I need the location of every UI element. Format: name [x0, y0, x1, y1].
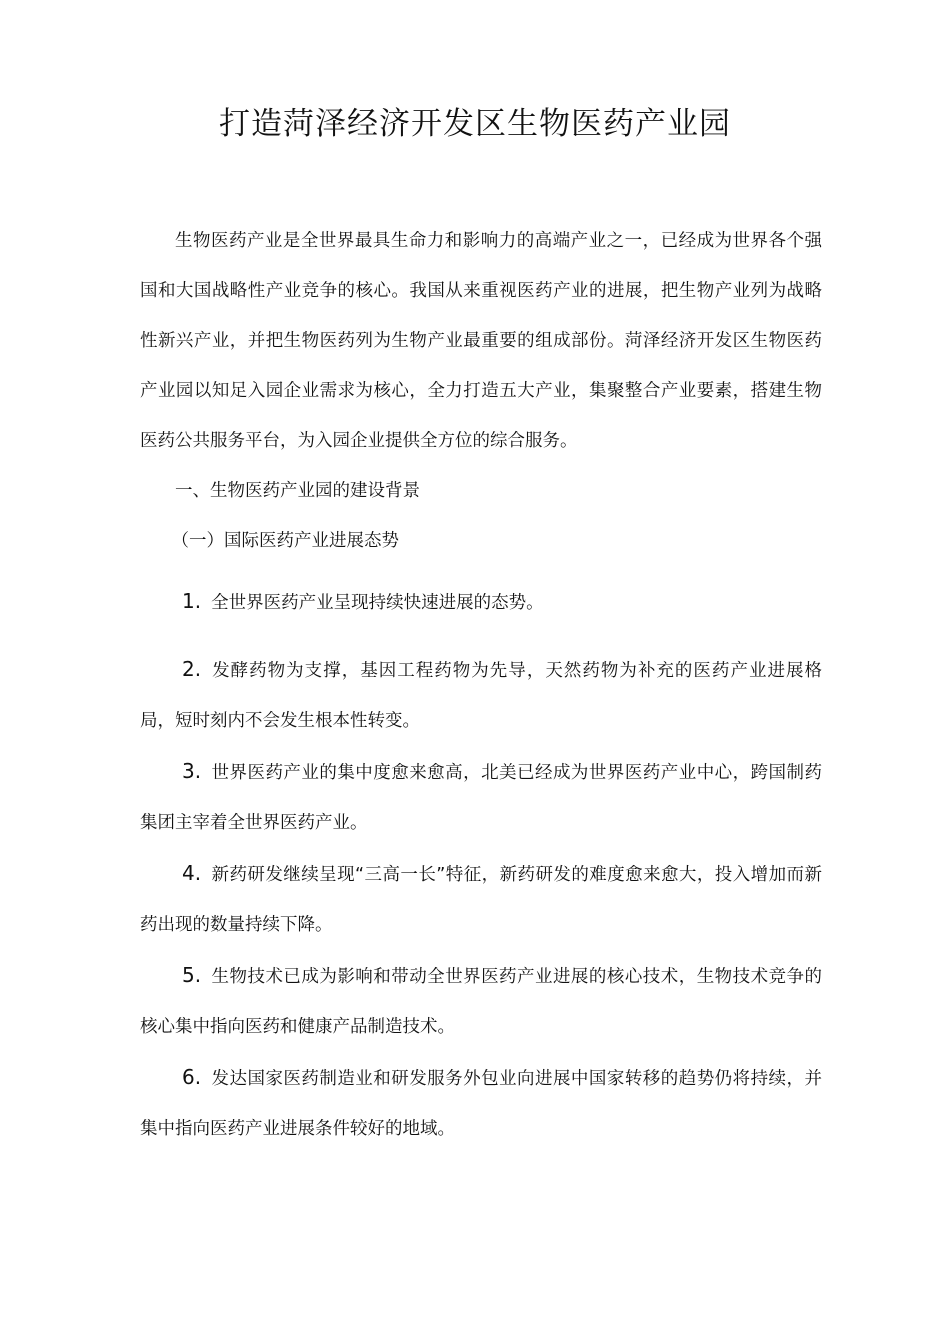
list-item-text: 新药研发继续呈现“三高一长”特征，新药研发的难度愈来愈大，投入增加而新药出现的数量持续下降。 — [140, 865, 822, 935]
list-item — [140, 576, 822, 628]
list-item-number: 4. — [182, 861, 202, 885]
list-item — [140, 950, 822, 1052]
list-item — [140, 1052, 822, 1154]
list-item-text: 全世界医药产业呈现持续快速进展的态势。 — [211, 593, 544, 613]
list-item-text: 生物技术已成为影响和带动全世界医药产业进展的核心技术，生物技术竞争的核心集中指向医药和健康产品制造技术。 — [140, 967, 822, 1037]
list-item-number: 3. — [182, 759, 202, 783]
document-body — [140, 216, 822, 1154]
list-item — [140, 644, 822, 746]
list-item-text: 世界医药产业的集中度愈来愈高，北美已经成为世界医药产业中心，跨国制药集团主宰着全世界医药产业。 — [140, 763, 822, 833]
list-item — [140, 848, 822, 950]
list-item-text: 发达国家医药制造业和研发服务外包业向进展中国家转移的趋势仍将持续，并集中指向医药产业进展条件较好的地域。 — [140, 1069, 822, 1139]
list-item-text: 发酵药物为支撑，基因工程药物为先导，天然药物为补充的医药产业进展格局，短时刻内不会发生根本性转变。 — [140, 661, 822, 731]
subsection-heading: （一）国际医药产业进展态势 — [171, 531, 399, 551]
spacer — [140, 566, 822, 576]
intro-paragraph: 生物医药产业是全世界最具生命力和影响力的高端产业之一，已经成为世界各个强国和大国战略性产业竞争的核心。我国从来重视医药产业的进展，把生物产业列为战略性新兴产业，并把生物医药列为生物产业最重要的组成部份。菏泽经济开发区生物医药产业园以知足入园企业需求为核心，全力打造五大产业，集聚整合产业要素，搭建生物医药公共服务平台，为入园企业提供全方位的综合服务。 — [140, 231, 822, 451]
section-heading: 一、生物医药产业园的建设背景 — [175, 481, 420, 501]
list-item-number: 5. — [182, 963, 202, 987]
list-item — [140, 746, 822, 848]
document-title: 打造菏泽经济开发区生物医药产业园 — [219, 106, 731, 142]
list-item-number: 6. — [182, 1065, 202, 1089]
list-item-number: 2. — [182, 657, 202, 681]
list-item-number: 1. — [182, 589, 202, 613]
spacer — [140, 628, 822, 644]
